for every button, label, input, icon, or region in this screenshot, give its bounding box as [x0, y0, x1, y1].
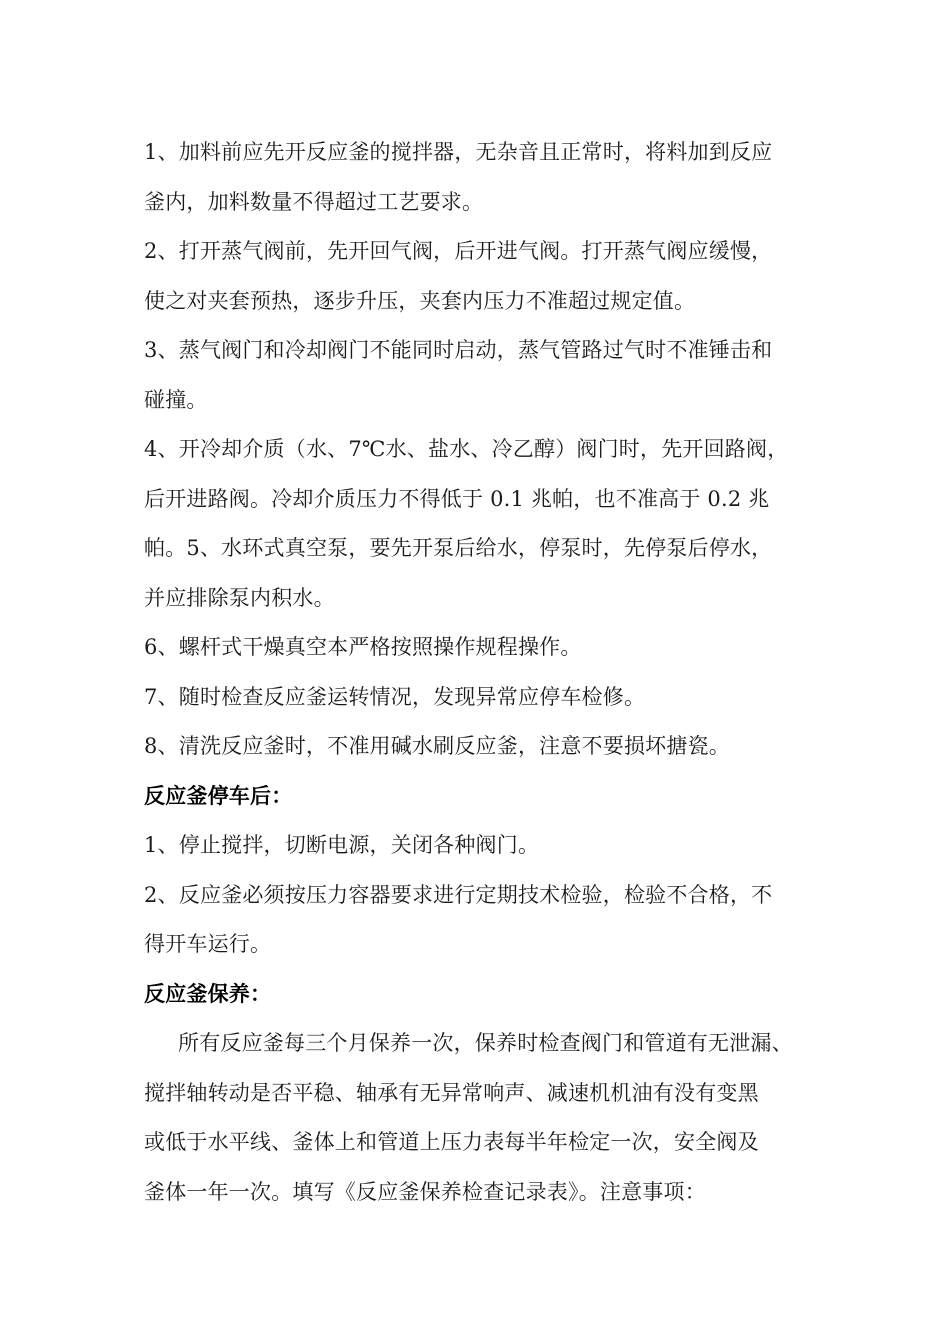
text-line: 得开车运行。 — [144, 932, 272, 956]
text-line: 搅拌轴转动是否平稳、轴承有无异常响声、减速机机油有没有变黑 — [144, 1080, 759, 1105]
section-heading-maintenance: 反应釜保养： — [144, 981, 272, 1006]
document-body — [144, 132, 816, 1221]
text-line: 2、反应釜必须按压力容器要求进行定期技术检验，检验不合格，不 — [144, 882, 773, 907]
text-line: 并应排除泵内积水。 — [144, 585, 335, 610]
section-heading-shutdown: 反应釜停车后： — [144, 783, 293, 808]
text-line: 4、开冷却介质（水、7℃水、盐水、冷乙醇）阀门时，先开回路阀， — [144, 437, 789, 461]
text-line: 8、清洗反应釜时，不准用碱水刷反应釜，注意不要损坏搪瓷。 — [144, 734, 730, 758]
text-line: 使之对夹套预热，逐步升压，夹套内压力不准超过规定值。 — [144, 288, 696, 313]
text-line: 1、停止搅拌，切断电源，关闭各种阀门。 — [144, 833, 540, 857]
text-line: 2、打开蒸气阀前，先开回气阀，后开进气阀。打开蒸气阀应缓慢， — [144, 239, 773, 263]
text-line: 7、随时检查反应釜运转情况，发现异常应停车检修。 — [144, 684, 646, 709]
text-line: 6、螺杆式干燥真空本严格按照操作规程操作。 — [144, 635, 582, 659]
text-line: 1、加料前应先开反应釜的搅拌器，无杂音且正常时，将料加到反应 — [144, 140, 773, 164]
text-line: 碰撞。 — [144, 387, 208, 412]
text-line: 或低于水平线、釜体上和管道上压力表每半年检定一次，安全阀及 — [144, 1130, 759, 1154]
text-line: 所有反应釜每三个月保养一次，保养时检查阀门和管道有无泄漏、 — [178, 1031, 793, 1055]
text-line: 釜体一年一次。填写《反应釜保养检查记录表》。注意事项： — [144, 1179, 706, 1204]
text-line: 帕。5、水环式真空泵，要先开泵后给水，停泵时，先停泵后停水， — [144, 536, 773, 560]
text-line: 釜内，加料数量不得超过工艺要求。 — [144, 189, 484, 214]
text-line: 后开进路阀。冷却介质压力不得低于 0.1 兆帕，也不准高于 0.2 兆 — [144, 486, 770, 511]
text-line: 3、蒸气阀门和冷却阀门不能同时启动，蒸气管路过气时不准锤击和 — [144, 338, 773, 362]
